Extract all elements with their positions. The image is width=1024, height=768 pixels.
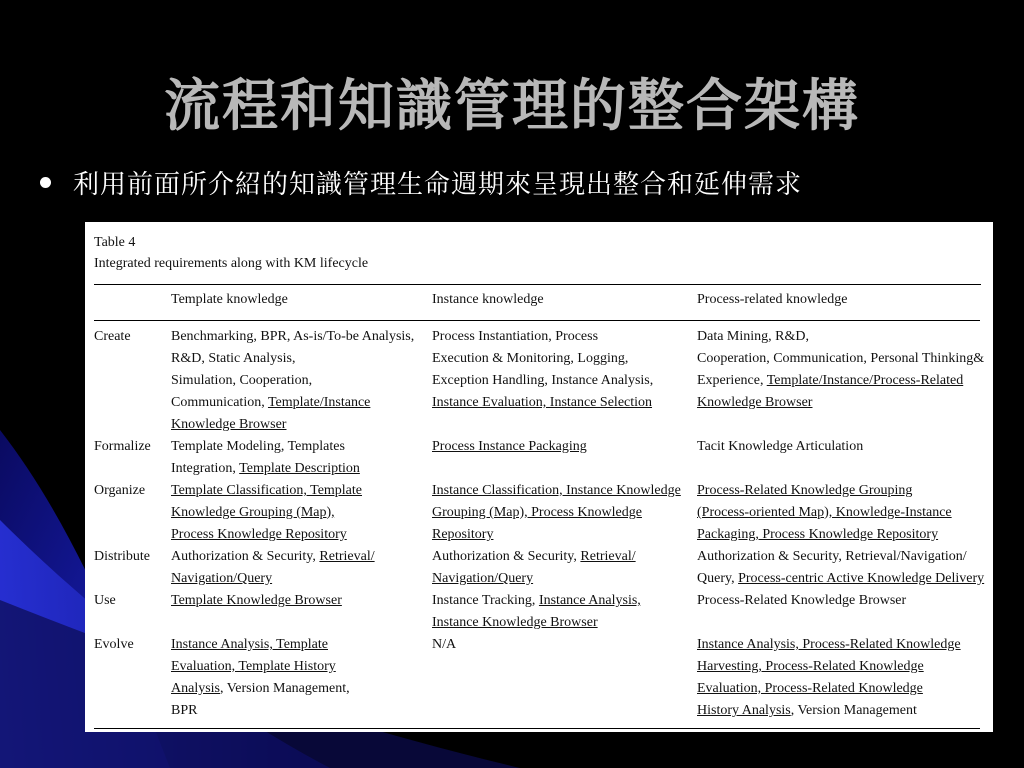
underlined-text: (Process-oriented Map), Knowledge-Instance (697, 505, 952, 520)
underlined-text: Grouping (Map), Process Knowledge (432, 505, 642, 520)
process-cell (697, 436, 980, 480)
header-cell-process: Process-related knowledge (697, 292, 848, 307)
cell-line (171, 634, 432, 656)
cell-line (432, 392, 697, 414)
underlined-text: Evaluation, Process-Related Knowledge (697, 681, 923, 696)
cell-line (697, 370, 980, 392)
cell-text: Benchmarking, BPR, As-is/To-be Analysis, (171, 329, 415, 344)
cell-line (432, 568, 697, 590)
cell-line (171, 370, 432, 392)
cell-line (432, 590, 697, 612)
table-row (94, 546, 980, 590)
underlined-text: Process-centric Active Knowledge Delivery (738, 571, 985, 586)
underlined-text: Template/Instance/Process-Related (766, 373, 964, 388)
template-cell (171, 546, 432, 590)
cell-text: Process-Related Knowledge Browser (697, 593, 907, 608)
cell-line (697, 590, 980, 612)
cell-text: R&D, Static Analysis, (171, 351, 296, 366)
underlined-text: Analysis (171, 681, 220, 696)
cell-line (171, 326, 432, 348)
cell-line (697, 392, 980, 414)
cell-line (171, 568, 432, 590)
cell-text: Execution & Monitoring, Logging, (432, 351, 629, 366)
process-cell (697, 546, 985, 590)
stage-cell: Distribute (94, 549, 150, 564)
instance-cell (432, 590, 697, 634)
table-body (94, 321, 985, 723)
cell-line (697, 480, 980, 502)
header-cell-instance: Instance knowledge (432, 292, 544, 307)
underlined-text: History Analysis (697, 703, 791, 718)
cell-line (171, 524, 432, 546)
cell-text: Data Mining, R&D, (697, 329, 809, 344)
underlined-text: Retrieval/ (319, 549, 375, 564)
cell-line (432, 348, 697, 370)
cell-text: Communication, (171, 395, 268, 410)
cell-line (697, 546, 980, 568)
instance-cell (432, 546, 697, 590)
bullet-text: 利用前面所介紹的知識管理生命週期來呈現出整合和延伸需求 (73, 170, 803, 200)
cell-line (171, 480, 432, 502)
stage-cell: Use (94, 593, 116, 608)
underlined-text: Knowledge Browser (171, 417, 287, 432)
cell-line (171, 546, 432, 568)
underlined-text: Process-Related Knowledge Grouping (697, 483, 913, 498)
cell-text: Process Instantiation, Process (432, 329, 599, 344)
underlined-text: Process Instance Packaging (432, 439, 587, 454)
underlined-text: Instance Analysis, (538, 593, 641, 608)
instance-cell (432, 480, 697, 546)
cell-text: N/A (432, 637, 457, 652)
underlined-text: Repository (432, 527, 494, 542)
cell-line (697, 524, 980, 546)
process-cell (697, 634, 980, 722)
table-row (94, 634, 980, 722)
underlined-text: Template Classification, Template (171, 483, 363, 498)
underlined-text: Instance Classification, Instance Knowledge (432, 483, 681, 498)
instance-cell (432, 634, 697, 722)
cell-line (697, 678, 980, 700)
header-cell-template: Template knowledge (171, 292, 288, 307)
table-image (85, 222, 993, 732)
cell-text: Instance Tracking, (432, 593, 539, 608)
instance-cell (432, 321, 697, 437)
cell-line (171, 590, 432, 612)
cell-line (171, 436, 432, 458)
underlined-text: Instance Analysis, Process-Related Knowledge (697, 637, 961, 652)
cell-text: Cooperation, Communication, Personal Thinking& (697, 351, 985, 366)
table-caption: Integrated requirements along with KM lifecycle (94, 256, 369, 271)
cell-line (432, 612, 697, 634)
template-cell (171, 634, 432, 722)
underlined-text: Retrieval/ (580, 549, 636, 564)
cell-line (171, 700, 432, 722)
table-bottom-rule (94, 728, 980, 729)
cell-line (171, 678, 432, 700)
cell-text: BPR (171, 703, 198, 718)
cell-text: Exception Handling, Instance Analysis, (432, 373, 654, 388)
table-label: Table 4 (94, 235, 136, 250)
table-header-row (94, 285, 980, 321)
cell-text: Integration, (171, 461, 240, 476)
cell-text: Simulation, Cooperation, (171, 373, 313, 388)
stage-cell: Organize (94, 483, 146, 498)
table-row (94, 321, 980, 437)
process-cell (697, 480, 980, 546)
cell-text: Template Modeling, Templates (171, 439, 345, 454)
cell-line (697, 436, 980, 458)
requirements-table (94, 285, 985, 722)
cell-text: Authorization & Security, Retrieval/Navigation/ (697, 549, 967, 564)
cell-line (432, 634, 697, 656)
cell-text: Authorization & Security, (171, 549, 320, 564)
cell-text: Tacit Knowledge Articulation (697, 439, 864, 454)
cell-line (432, 370, 697, 392)
header-cell-stage (94, 285, 171, 321)
underlined-text: Template/Instance (267, 395, 371, 410)
table-row (94, 436, 980, 480)
cell-text: Authorization & Security, (432, 549, 581, 564)
underlined-text: Packaging, Process Knowledge Repository (697, 527, 939, 542)
cell-line (432, 436, 697, 458)
underlined-text: Template Knowledge Browser (171, 593, 342, 608)
cell-line (432, 546, 697, 568)
template-cell (171, 321, 432, 437)
underlined-text: Template Description (239, 461, 360, 476)
bullet-item (40, 164, 802, 201)
stage-cell: Create (94, 329, 131, 344)
cell-text: Experience, (697, 373, 767, 388)
instance-cell (432, 436, 697, 480)
template-cell (171, 436, 432, 480)
table-row (94, 590, 980, 634)
underlined-text: Instance Knowledge Browser (432, 615, 598, 630)
cell-line (697, 326, 980, 348)
bullet-dot-icon (40, 177, 51, 188)
cell-line (697, 502, 980, 524)
underlined-text: Instance Evaluation, Instance Selection (432, 395, 653, 410)
underlined-text: Navigation/Query (432, 571, 534, 586)
process-cell (697, 321, 985, 437)
cell-line (171, 458, 432, 480)
cell-line (697, 700, 980, 722)
underlined-text: Navigation/Query (171, 571, 273, 586)
cell-text: Query, (697, 571, 739, 586)
template-cell (171, 590, 432, 634)
stage-cell: Formalize (94, 439, 151, 454)
cell-line (697, 656, 980, 678)
stage-cell: Evolve (94, 637, 134, 652)
underlined-text: Evaluation, Template History (171, 659, 336, 674)
cell-line (697, 568, 985, 590)
cell-line (432, 326, 697, 348)
cell-line (697, 348, 985, 370)
table-row (94, 480, 980, 546)
underlined-text: Knowledge Grouping (Map), (171, 505, 335, 520)
cell-line (171, 392, 432, 414)
cell-line (432, 480, 697, 502)
template-cell (171, 480, 432, 546)
cell-line (171, 414, 432, 436)
underlined-text: Instance Analysis, Template (171, 637, 329, 652)
underlined-text: Knowledge Browser (697, 395, 813, 410)
cell-line (697, 634, 980, 656)
cell-text: , Version Management (790, 703, 917, 718)
process-cell (697, 590, 980, 634)
underlined-text: Process Knowledge Repository (171, 527, 347, 542)
cell-line (432, 524, 697, 546)
cell-text: , Version Management, (220, 681, 350, 696)
cell-line (432, 502, 697, 524)
cell-line (171, 656, 432, 678)
slide-title: 流程和知識管理的整合架構 (164, 73, 860, 139)
underlined-text: Harvesting, Process-Related Knowledge (697, 659, 924, 674)
cell-line (171, 348, 432, 370)
cell-line (171, 502, 432, 524)
